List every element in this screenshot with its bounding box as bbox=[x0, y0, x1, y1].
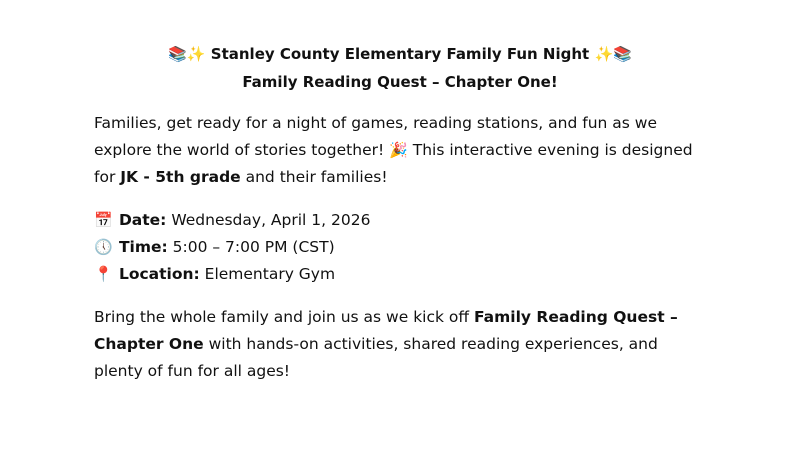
closing-paragraph bbox=[94, 304, 704, 385]
grade-range: JK - 5th grade bbox=[120, 168, 241, 186]
closing-event-name: Family Reading Quest – Chapter One bbox=[94, 308, 678, 353]
closing-text-end: with hands-on activities, shared reading experiences, and plenty of fun for all ages! bbox=[94, 335, 658, 380]
time-row bbox=[94, 234, 704, 261]
sparkles-books-icon: ✨📚 bbox=[594, 45, 632, 63]
intro-text-mid: This interactive evening is designed for bbox=[94, 141, 693, 186]
location-label: Location: bbox=[118, 265, 200, 283]
intro-paragraph bbox=[94, 110, 704, 191]
intro-text-end: and their families! bbox=[240, 168, 388, 186]
date-row bbox=[94, 207, 704, 234]
time-value: 5:00 – 7:00 PM (CST) bbox=[172, 238, 335, 256]
event-subtitle: Family Reading Quest – Chapter One! bbox=[242, 73, 558, 91]
date-value: Wednesday, April 1, 2026 bbox=[171, 211, 371, 229]
closing-text-start: Bring the whole family and join us as we kick off bbox=[94, 308, 474, 326]
location-pin-icon: 📍 bbox=[94, 265, 113, 283]
time-label: Time: bbox=[118, 238, 168, 256]
date-label: Date: bbox=[118, 211, 167, 229]
event-title-text: Stanley County Elementary Family Fun Night bbox=[210, 45, 590, 63]
flyer-header bbox=[0, 40, 800, 96]
clock-icon: 🕔 bbox=[94, 238, 113, 256]
flyer-body bbox=[94, 110, 704, 401]
location-row bbox=[94, 261, 704, 288]
calendar-icon: 📅 bbox=[94, 211, 113, 229]
intro-text-start: Families, get ready for a night of games, reading stations, and fun as we explore the world of stories together! bbox=[94, 114, 657, 159]
books-sparkles-icon: 📚✨ bbox=[168, 45, 206, 63]
event-details bbox=[94, 207, 704, 288]
party-popper-icon: 🎉 bbox=[389, 141, 408, 159]
event-title bbox=[0, 40, 800, 68]
location-value: Elementary Gym bbox=[204, 265, 336, 283]
